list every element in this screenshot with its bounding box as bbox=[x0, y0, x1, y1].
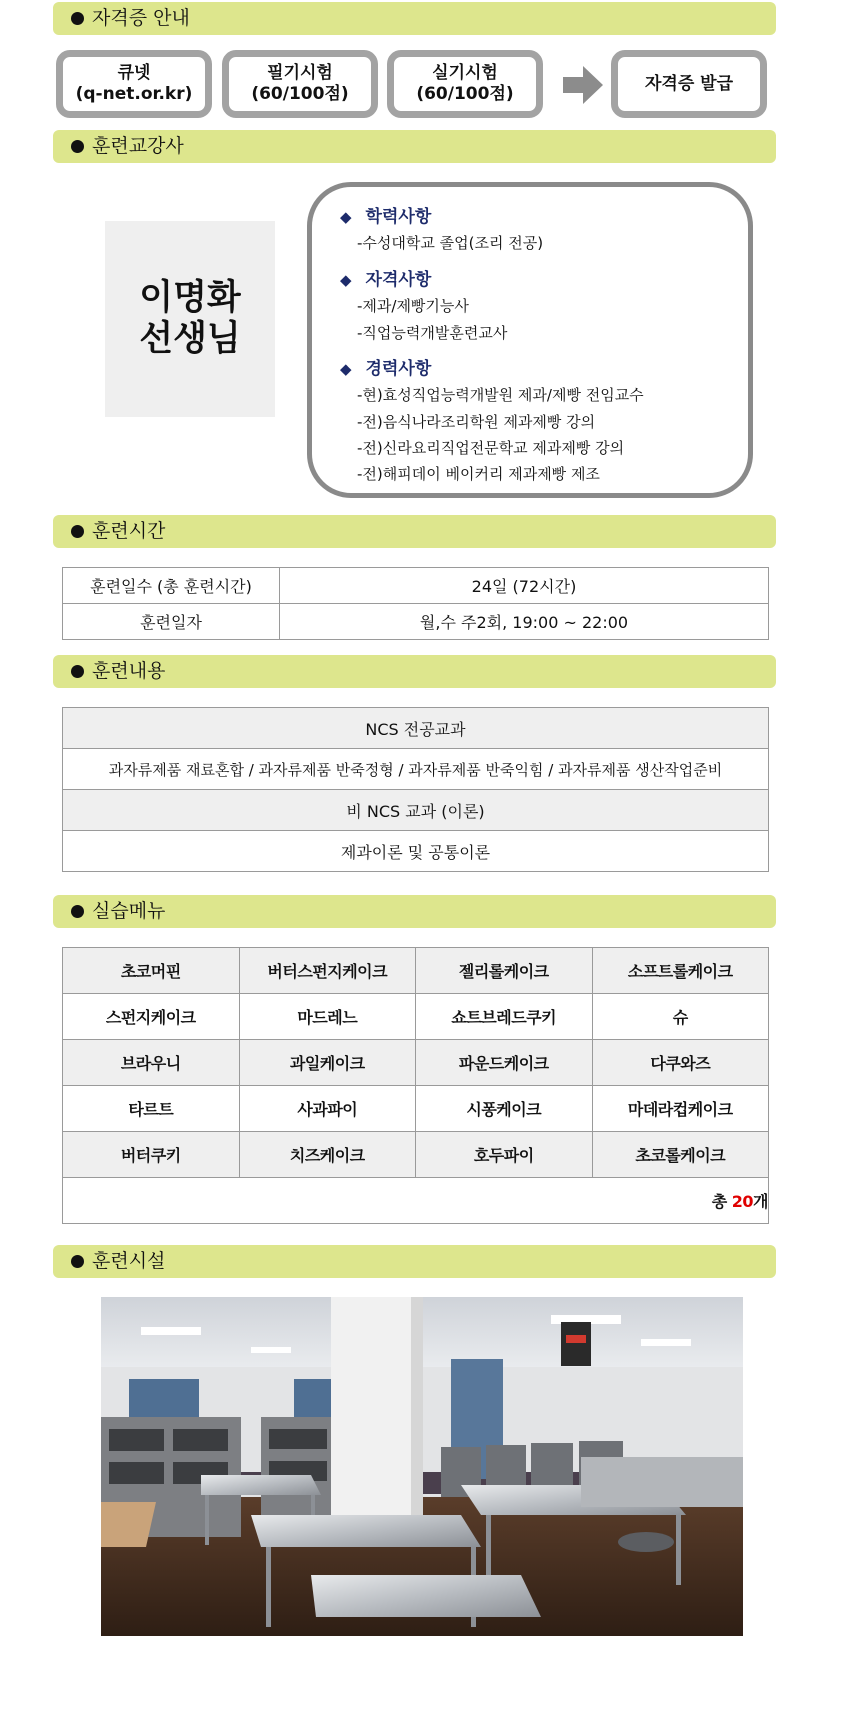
facility-photo bbox=[101, 1297, 743, 1636]
career-item: -전)음식나라조리학원 제과제빵 강의 bbox=[357, 413, 596, 431]
instructor-name: 이명화 bbox=[139, 278, 241, 318]
diamond-bullet-icon: ◆ bbox=[340, 208, 352, 226]
step-line: (q-net.or.kr) bbox=[75, 84, 193, 104]
table-row bbox=[63, 790, 769, 831]
menu-cell: 초코머핀 bbox=[63, 948, 240, 994]
cert-step-issue bbox=[611, 50, 767, 118]
bullet-icon bbox=[71, 140, 84, 153]
menu-cell: 치즈케이크 bbox=[239, 1132, 416, 1178]
menu-cell: 버터스펀지케이크 bbox=[239, 948, 416, 994]
ncs-title-cell: NCS 전공교과 bbox=[63, 708, 769, 749]
menu-cell: 과일케이크 bbox=[239, 1040, 416, 1086]
heading-text: 경력사항 bbox=[365, 359, 432, 379]
career-item: -전)신라요리직업전문학교 제과제빵 강의 bbox=[357, 439, 625, 457]
menu-cell: 브라우니 bbox=[63, 1040, 240, 1086]
section-header-facility bbox=[53, 1245, 776, 1278]
menu-total-cell bbox=[63, 1178, 769, 1224]
table-row bbox=[63, 1132, 769, 1178]
menu-cell: 파운드케이크 bbox=[416, 1040, 593, 1086]
table-row bbox=[63, 1040, 769, 1086]
career-item: -전)해피데이 베이커리 제과제빵 제조 bbox=[357, 465, 600, 483]
table-row bbox=[63, 1086, 769, 1132]
table-row bbox=[63, 708, 769, 749]
section-header-time bbox=[53, 515, 776, 548]
bullet-icon bbox=[71, 905, 84, 918]
career-item: -현)효성직업능력개발원 제과/제빵 전임교수 bbox=[357, 386, 644, 404]
license-item: -제과/제빵기능사 bbox=[357, 297, 469, 315]
practice-menu-table bbox=[62, 947, 769, 1224]
menu-cell: 버터쿠키 bbox=[63, 1132, 240, 1178]
total-count: 20 bbox=[731, 1192, 754, 1211]
table-row bbox=[63, 1178, 769, 1224]
section-title: 실습메뉴 bbox=[92, 900, 166, 922]
instructor-title: 선생님 bbox=[139, 319, 241, 359]
step-line: 큐넷 bbox=[117, 63, 151, 83]
section-header-cert bbox=[53, 2, 776, 35]
menu-cell: 다쿠와즈 bbox=[592, 1040, 769, 1086]
step-line: 필기시험 bbox=[267, 63, 333, 83]
heading-text: 학력사항 bbox=[365, 207, 432, 227]
table-row bbox=[63, 994, 769, 1040]
menu-cell: 마데라컵케이크 bbox=[592, 1086, 769, 1132]
diamond-bullet-icon: ◆ bbox=[340, 271, 352, 289]
training-time-table bbox=[62, 567, 769, 640]
section-title: 훈련교강사 bbox=[92, 135, 184, 157]
menu-cell: 타르트 bbox=[63, 1086, 240, 1132]
menu-cell: 쇼트브레드쿠키 bbox=[416, 994, 593, 1040]
table-label-cell: 훈련일수 (총 훈련시간) bbox=[63, 568, 280, 604]
table-row bbox=[63, 749, 769, 790]
menu-cell: 소프트롤케이크 bbox=[592, 948, 769, 994]
bullet-icon bbox=[71, 12, 84, 25]
heading-text: 자격사항 bbox=[365, 270, 432, 290]
table-label-cell: 훈련일자 bbox=[63, 604, 280, 640]
step-line: 실기시험 bbox=[432, 63, 498, 83]
menu-cell: 스펀지케이크 bbox=[63, 994, 240, 1040]
license-item: -직업능력개발훈련교사 bbox=[357, 324, 508, 342]
menu-cell: 호두파이 bbox=[416, 1132, 593, 1178]
cert-step-practical bbox=[387, 50, 543, 118]
menu-cell: 시퐁케이크 bbox=[416, 1086, 593, 1132]
training-content-table bbox=[62, 707, 769, 872]
diamond-bullet-icon: ◆ bbox=[340, 360, 352, 378]
section-header-content bbox=[53, 655, 776, 688]
total-suffix: 개 bbox=[753, 1192, 768, 1211]
table-row bbox=[63, 831, 769, 872]
table-row bbox=[63, 568, 769, 604]
cert-step-qnet bbox=[56, 50, 212, 118]
table-value-cell: 월,수 주2회, 19:00 ~ 22:00 bbox=[280, 604, 769, 640]
menu-cell: 사과파이 bbox=[239, 1086, 416, 1132]
menu-cell: 슈 bbox=[592, 994, 769, 1040]
menu-cell: 마드레느 bbox=[239, 994, 416, 1040]
table-row bbox=[63, 604, 769, 640]
section-header-menu bbox=[53, 895, 776, 928]
menu-cell: 젤리롤케이크 bbox=[416, 948, 593, 994]
bullet-icon bbox=[71, 525, 84, 538]
table-row bbox=[63, 948, 769, 994]
menu-cell: 초코롤케이크 bbox=[592, 1132, 769, 1178]
step-line: 자격증 발급 bbox=[644, 73, 734, 94]
section-title: 훈련시설 bbox=[92, 1250, 166, 1272]
license-heading bbox=[340, 265, 431, 290]
education-heading bbox=[340, 202, 431, 227]
right-arrow-icon bbox=[563, 66, 603, 104]
section-title: 훈련시간 bbox=[92, 520, 166, 542]
table-value-cell: 24일 (72시간) bbox=[280, 568, 769, 604]
non-ncs-title-cell: 비 NCS 교과 (이론) bbox=[63, 790, 769, 831]
bullet-icon bbox=[71, 1255, 84, 1268]
education-item: -수성대학교 졸업(조리 전공) bbox=[357, 234, 544, 252]
instructor-info-box bbox=[307, 182, 753, 498]
instructor-name-card bbox=[105, 221, 275, 417]
cert-step-written bbox=[222, 50, 378, 118]
ncs-items-cell: 과자류제품 재료혼합 / 과자류제품 반죽정형 / 과자류제품 반죽익힘 / 과자류제품 생산작업준비 bbox=[63, 749, 769, 790]
step-line: (60/100점) bbox=[416, 84, 514, 104]
non-ncs-items-cell: 제과이론 및 공통이론 bbox=[63, 831, 769, 872]
section-header-instructor bbox=[53, 130, 776, 163]
section-title: 자격증 안내 bbox=[92, 7, 190, 29]
section-title: 훈련내용 bbox=[92, 660, 166, 682]
step-line: (60/100점) bbox=[251, 84, 349, 104]
career-heading bbox=[340, 354, 431, 379]
total-prefix: 총 bbox=[711, 1192, 732, 1211]
bullet-icon bbox=[71, 665, 84, 678]
